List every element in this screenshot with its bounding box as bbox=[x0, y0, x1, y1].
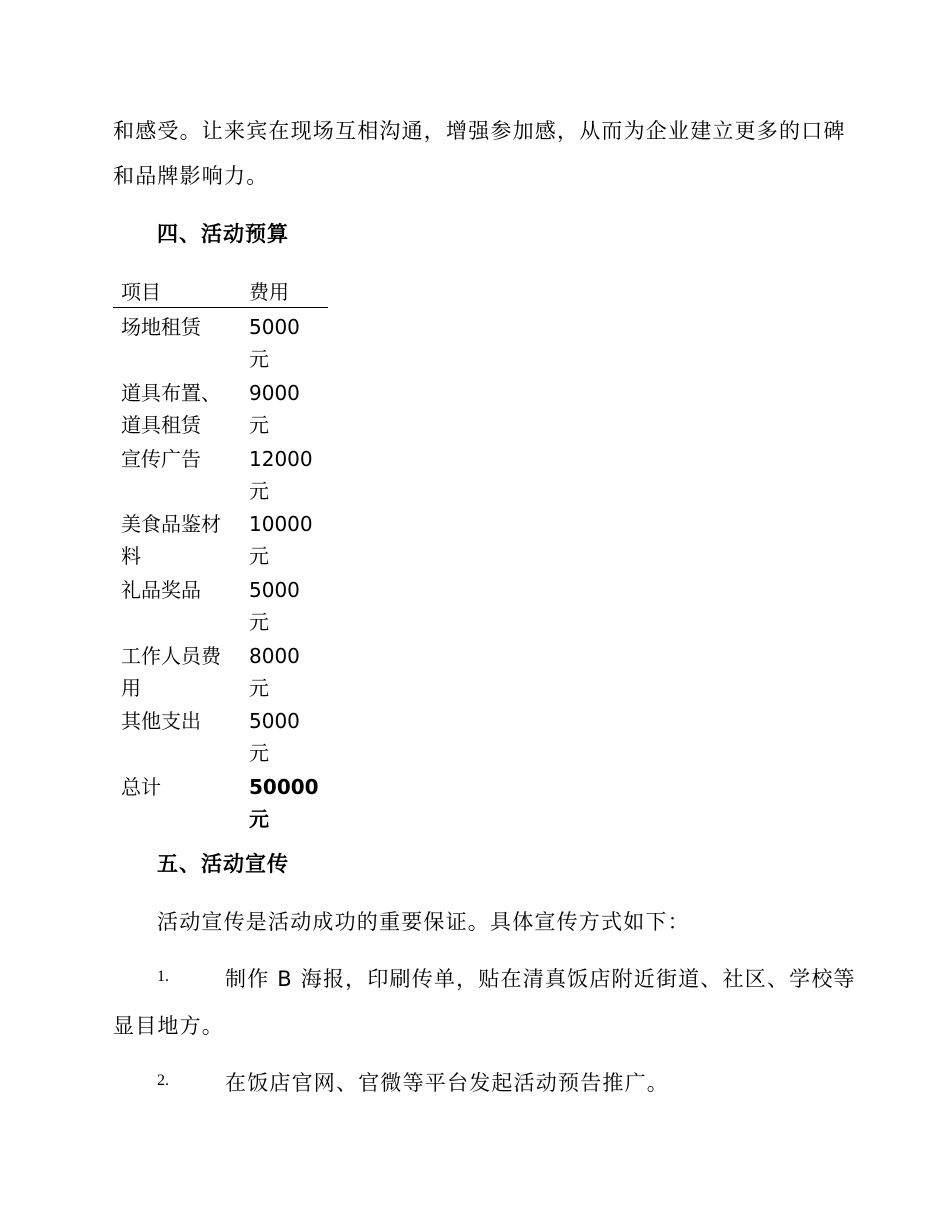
paragraph-line: 和感受。让来宾在现场互相沟通，增强参加感，从而为企业建立更多的口碑 bbox=[113, 119, 846, 143]
table-cell-cost: 12000 bbox=[249, 447, 313, 471]
table-cell-cost: 10000 bbox=[249, 512, 313, 536]
table-cell-cost: 元 bbox=[249, 676, 269, 700]
table-cell-total: 50000 bbox=[249, 775, 319, 799]
table-cell-cost: 元 bbox=[249, 347, 269, 371]
paragraph-line: 活动宣传是活动成功的重要保证。具体宣传方式如下： bbox=[157, 910, 690, 934]
list-item-text: 制作 B 海报，印刷传单，贴在清真饭店附近街道、社区、学校等 bbox=[225, 967, 856, 991]
table-cell-item: 道具租赁 bbox=[121, 413, 201, 437]
table-cell-cost: 元 bbox=[249, 544, 269, 568]
list-item-text: 在饭店官网、官微等平台发起活动预告推广。 bbox=[225, 1071, 669, 1095]
table-cell-item: 场地租赁 bbox=[121, 315, 201, 339]
table-cell-cost: 元 bbox=[249, 741, 269, 765]
table-cell-cost: 5000 bbox=[249, 315, 300, 339]
table-cell-item: 工作人员费 bbox=[121, 644, 221, 668]
table-cell-item: 道具布置、 bbox=[121, 381, 221, 405]
table-header-rule bbox=[113, 307, 328, 308]
table-cell-item: 总计 bbox=[121, 775, 161, 799]
table-cell-item: 美食品鉴材 bbox=[121, 512, 221, 536]
table-header: 费用 bbox=[249, 280, 289, 304]
section-heading: 四、活动预算 bbox=[157, 222, 289, 246]
table-cell-cost: 5000 bbox=[249, 709, 300, 733]
table-cell-cost: 元 bbox=[249, 413, 269, 437]
list-item-text: 显目地方。 bbox=[113, 1014, 224, 1038]
section-heading: 五、活动宣传 bbox=[157, 852, 289, 876]
list-number: 2. bbox=[157, 1072, 169, 1089]
paragraph-line: 和品牌影响力。 bbox=[113, 164, 269, 188]
table-cell-cost: 8000 bbox=[249, 644, 300, 668]
table-cell-item: 其他支出 bbox=[121, 709, 201, 733]
table-cell-item: 用 bbox=[121, 676, 141, 700]
table-cell-item: 宣传广告 bbox=[121, 447, 201, 471]
table-cell-cost: 9000 bbox=[249, 381, 300, 405]
table-cell-total: 元 bbox=[249, 807, 269, 831]
table-cell-cost: 5000 bbox=[249, 578, 300, 602]
table-cell-item: 料 bbox=[121, 544, 141, 568]
table-header: 项目 bbox=[121, 280, 161, 304]
table-cell-cost: 元 bbox=[249, 479, 269, 503]
list-number: 1. bbox=[157, 968, 169, 985]
table-cell-cost: 元 bbox=[249, 610, 269, 634]
table-cell-item: 礼品奖品 bbox=[121, 578, 201, 602]
